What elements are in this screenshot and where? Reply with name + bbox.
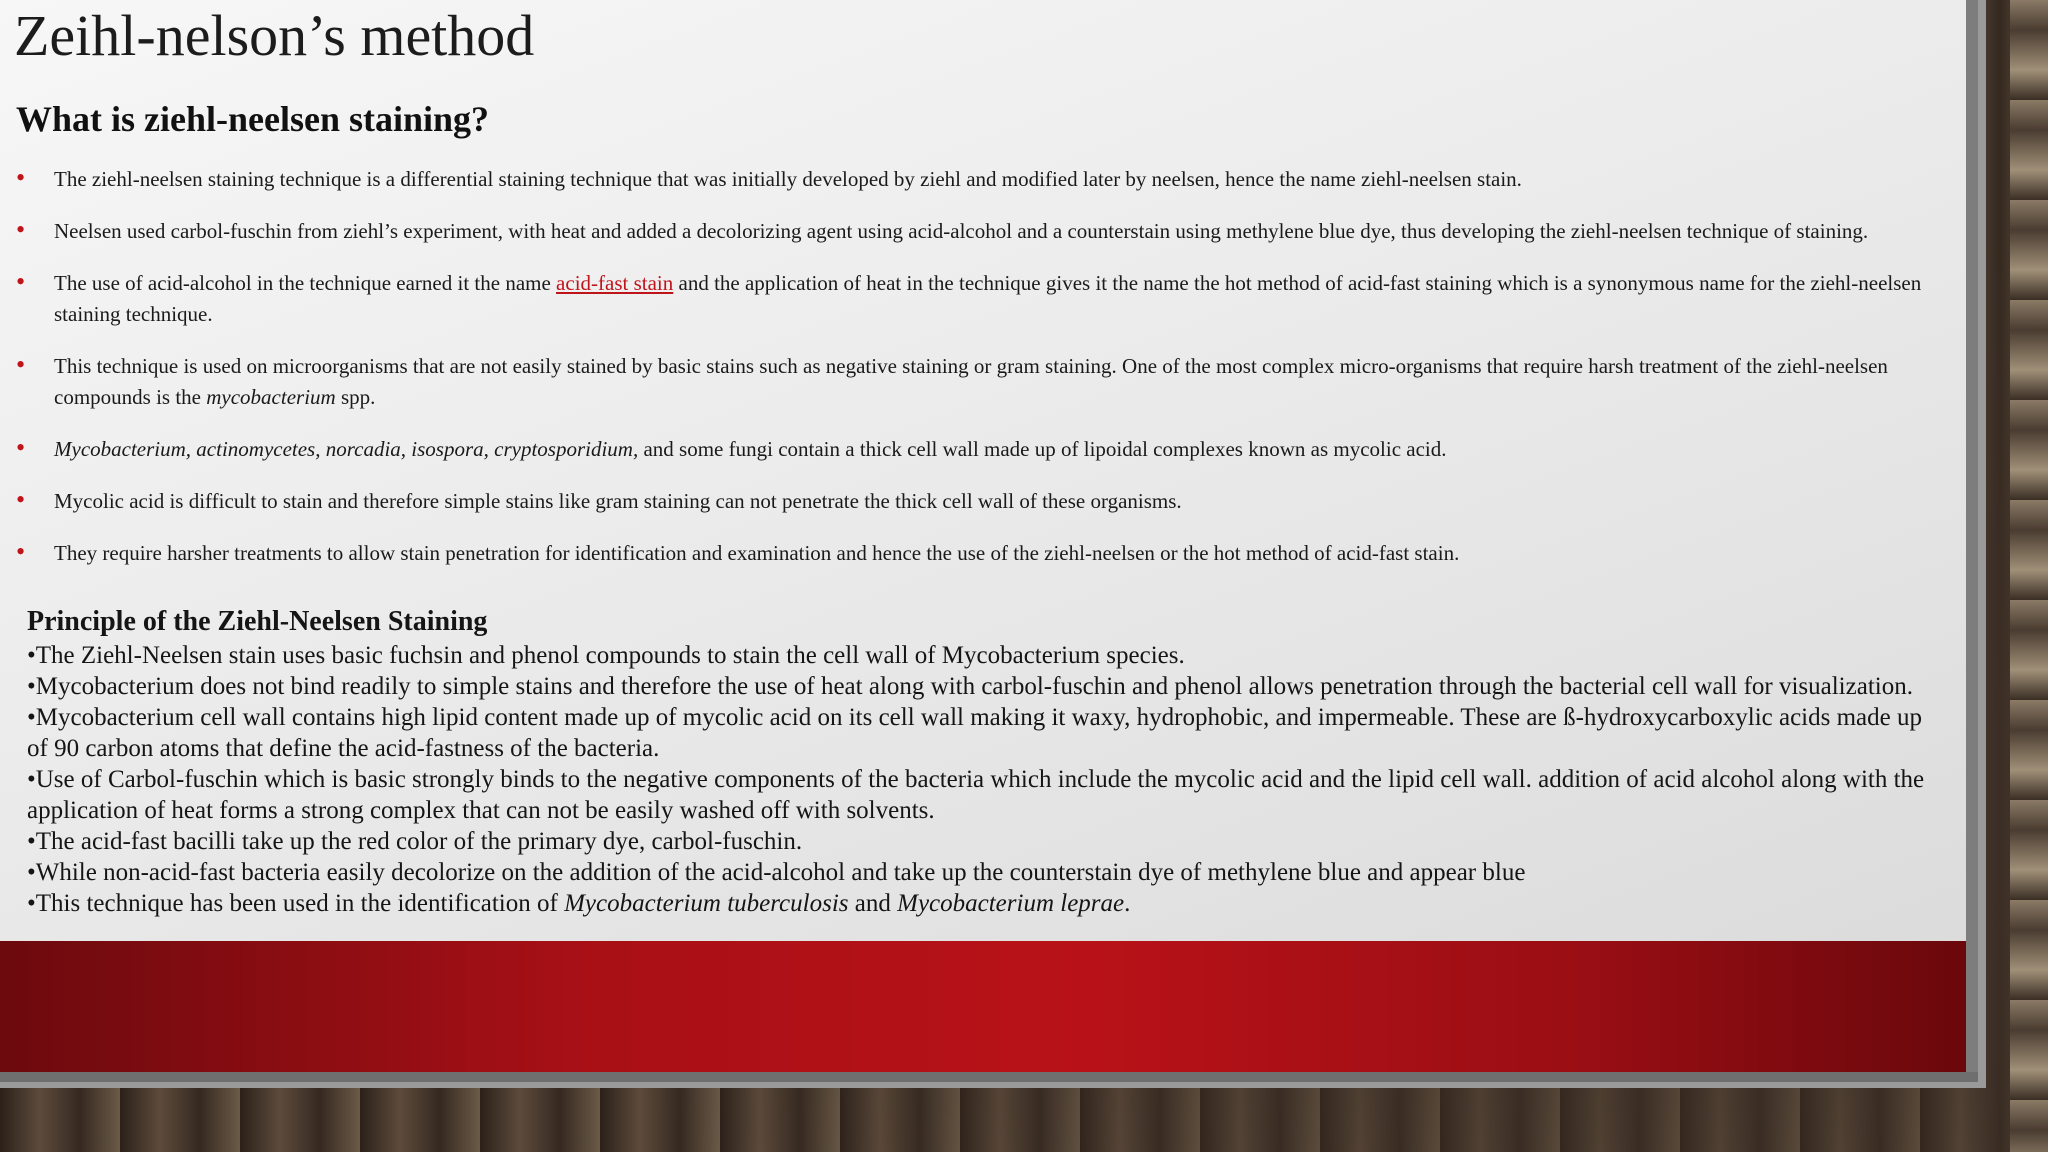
bullet-text-pre: The use of acid-alcohol in the technique earned it the name: [54, 271, 557, 295]
bullet-item: [16, 268, 1926, 330]
principle-line: •Mycobacterium cell wall contains high lipid content made up of mycolic acid on its cell wall making it waxy, hydrophobic, and impermeable. These are ß-hydroxycarboxylic acids made up of 90 carbon atoms that define the acid-fastness of the bacteria.: [27, 704, 1922, 762]
bullet-text-post: and the application of heat in the technique gives it the name the hot method of acid-fast staining which is a synonymous name for the ziehl-neelsen staining technique.: [54, 271, 1922, 326]
principle-text-post: .: [1124, 890, 1131, 917]
slide-title: Zeihl-nelson’s method: [14, 3, 535, 68]
bullet-text: Mycolic acid is difficult to stain and therefore simple stains like gram staining can not penetrate the thick cell wall of these organisms.: [54, 489, 1182, 513]
bullet-dot-icon: •: [16, 537, 26, 566]
principle-line: •Use of Carbol-fuschin which is basic strongly binds to the negative components of the bacteria which include the mycolic acid and the lipid cell wall. addition of acid alcohol along with the application of heat forms a strong complex that can not be easily washed off with solvents.: [27, 766, 1925, 824]
bullet-item: [16, 164, 1926, 195]
bullet-dot-icon: •: [16, 485, 26, 514]
slide-edge: [1966, 0, 1978, 1080]
bullet-item: [16, 486, 1926, 517]
principle-line: •Mycobacterium does not bind readily to simple stains and therefore the use of heat along with carbol-fuschin and phenol allows penetration through the bacterial cell wall for visualization.: [27, 673, 1913, 700]
slide-bottom-edge: [0, 1072, 1978, 1082]
bullet-dot-icon: •: [16, 215, 26, 244]
bullet-text-post: spp.: [335, 385, 376, 409]
principle-line: •The Ziehl-Neelsen stain uses basic fuchsin and phenol compounds to stain the cell wall of Mycobacterium species.: [27, 642, 1185, 669]
bullet-item: [16, 216, 1926, 247]
principle-text-pre: •This technique has been used in the identification of: [27, 890, 565, 917]
acid-fast-stain-link[interactable]: acid-fast stain: [556, 271, 674, 295]
footer-red-band: [0, 941, 1966, 1072]
principle-text-mid: and: [848, 890, 898, 917]
principle-line: •While non-acid-fast bacteria easily decolorize on the addition of the acid-alcohol and take up the counterstain dye of methylene blue and appear blue: [27, 859, 1526, 886]
bullet-item: [16, 434, 1926, 465]
bullet-text-post: and some fungi contain a thick cell wall made up of lipoidal complexes known as mycolic acid.: [638, 437, 1447, 461]
bullet-dot-icon: •: [16, 267, 26, 296]
principle-line: •The acid-fast bacilli take up the red color of the primary dye, carbol-fuschin.: [27, 828, 803, 855]
principle-heading: Principle of the Ziehl-Neelsen Staining: [27, 606, 488, 637]
bullet-item: [16, 351, 1926, 413]
bullet-text: The ziehl-neelsen staining technique is a differential staining technique that was initially developed by ziehl and modified later by neelsen, hence the name ziehl-neelsen stain.: [54, 167, 1522, 191]
bullet-list: [16, 164, 1926, 590]
bullet-dot-icon: •: [16, 433, 26, 462]
bullet-text-italic: mycobacterium: [206, 385, 336, 409]
principle-line-last: [27, 888, 1947, 919]
bullet-text-italic: Mycobacterium, actinomycetes, norcadia, isospora, cryptosporidium,: [54, 437, 639, 461]
background-texture: [2010, 0, 2048, 1152]
bullet-dot-icon: •: [16, 350, 26, 379]
slide-subtitle: What is ziehl-neelsen staining?: [16, 99, 490, 139]
principle-text-italic: Mycobacterium leprae: [897, 890, 1125, 917]
bullet-dot-icon: •: [16, 163, 26, 192]
bullet-item: [16, 538, 1926, 569]
principle-textbox: [27, 604, 1947, 919]
bullet-text-pre: This technique is used on microorganisms that are not easily stained by basic stains such as negative staining or gram staining. One of the most complex micro-organisms that require harsh treatment of the ziehl-neelsen compounds is the: [54, 354, 1888, 409]
bullet-text: They require harsher treatments to allow stain penetration for identification and examination and hence the use of the ziehl-neelsen or the hot method of acid-fast stain.: [54, 541, 1460, 565]
principle-text-italic: Mycobacterium tuberculosis: [564, 890, 849, 917]
bullet-text: Neelsen used carbol-fuschin from ziehl’s experiment, with heat and added a decolorizing agent using acid-alcohol and a counterstain using methylene blue dye, thus developing the ziehl-neelsen technique of staining.: [54, 219, 1869, 243]
